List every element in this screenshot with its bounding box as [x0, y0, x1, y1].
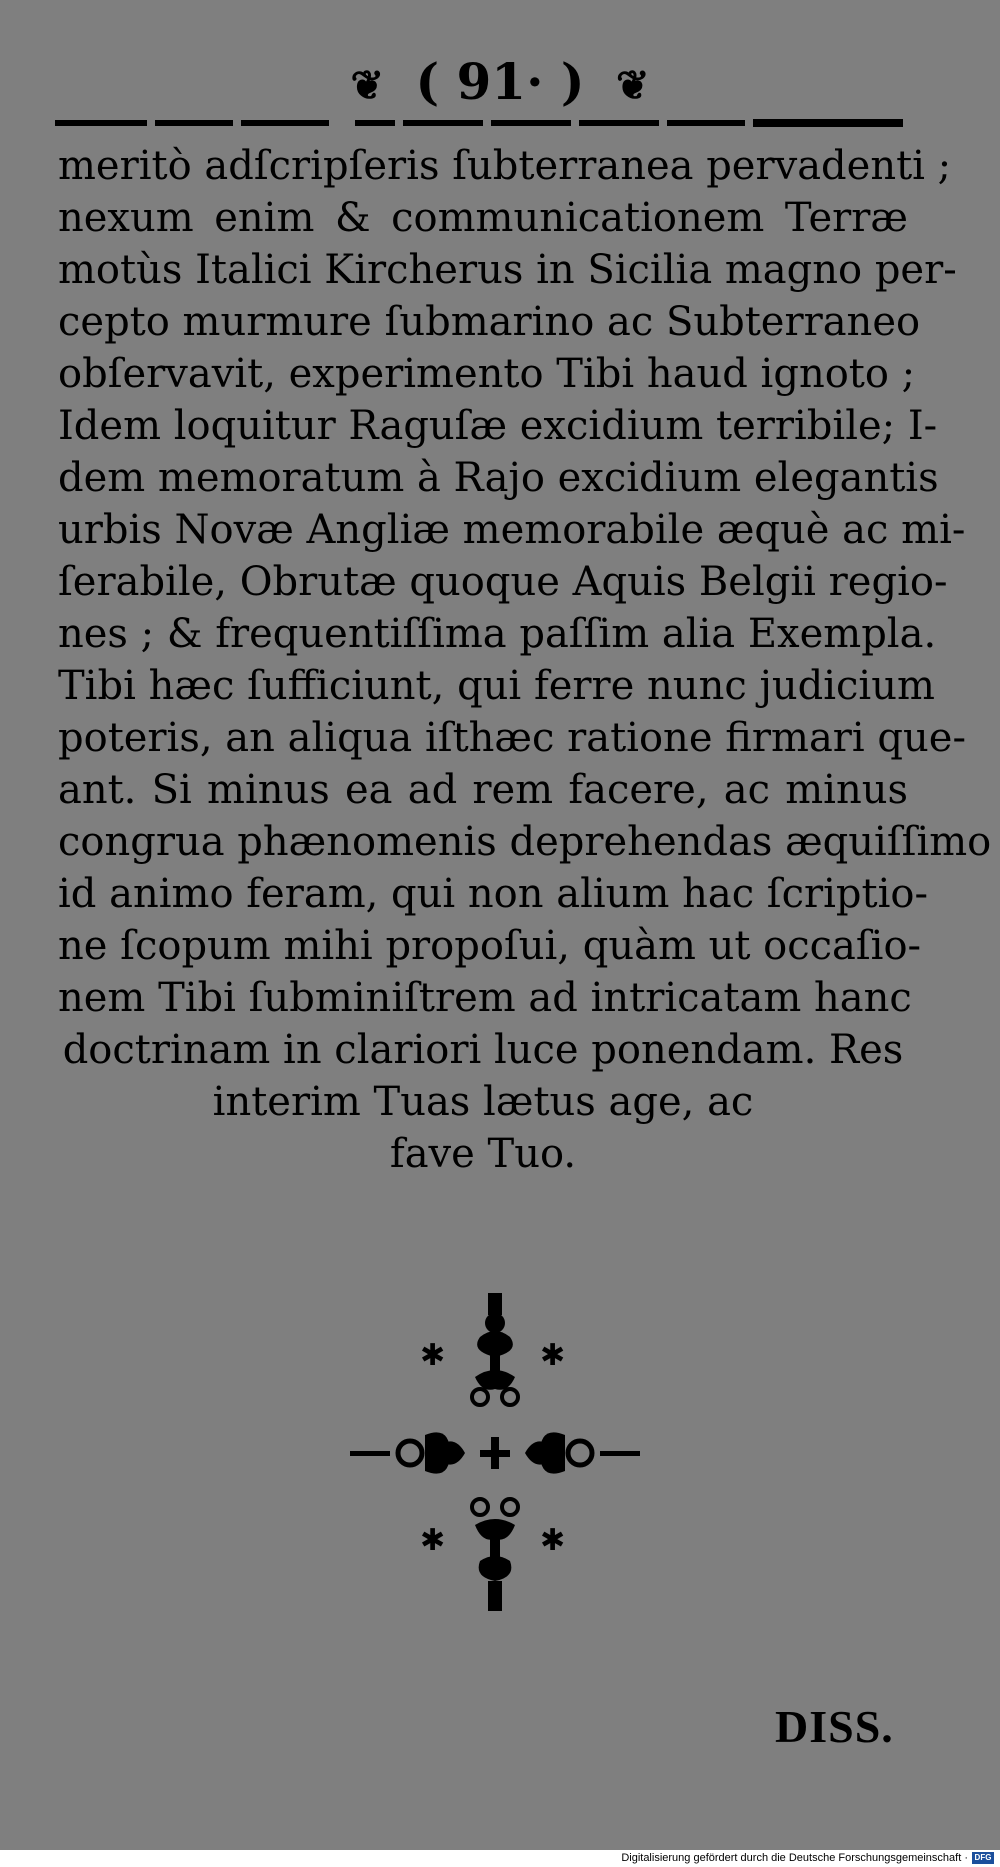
footer-credit: Digitalisierung gefördert durch die Deutsche Forschungsgemeinschaft ·	[621, 1852, 968, 1864]
left-ornament-icon: ❦	[350, 62, 385, 109]
svg-text:✱: ✱	[540, 1338, 566, 1373]
centered-line: interim Tuas lætus age, ac	[212, 1079, 754, 1125]
right-ornament-icon: ❦	[615, 62, 650, 109]
dfg-logo: DFG	[972, 1852, 994, 1864]
text-line: meritò adſcripſeris ſubterranea pervadenti ;	[58, 143, 952, 189]
centered-line: fave Tuo.	[389, 1131, 577, 1177]
text-line: obſervavit, experimento Tibi haud ignoto ;	[58, 351, 916, 397]
svg-text:✱: ✱	[420, 1338, 446, 1373]
text-line: ſerabile, Obrutæ quoque Aquis Belgii regio-	[58, 559, 948, 605]
text-line: dem memoratum à Rajo excidium elegantis	[58, 455, 939, 501]
text-line: ant. Si minus ea ad rem facere, ac minus	[58, 767, 908, 813]
text-line: Idem loquitur Raguſæ excidium terribile; I-	[58, 403, 938, 449]
header-rule	[55, 118, 903, 128]
text-line: urbis Novæ Angliæ memorabile æquè ac mi-	[58, 507, 966, 553]
text-line: nes ; & frequentiſſima paſſim alia Exempla.	[58, 611, 937, 657]
text-line: cepto murmure ſubmarino ac Subterraneo	[58, 299, 921, 345]
text-line: poteris, an aliqua iſthæc ratione firmari que-	[58, 715, 966, 761]
running-head	[0, 52, 1000, 116]
page-number: ( 91· )	[415, 52, 585, 111]
text-line: nexum enim & communicationem Terræ	[58, 195, 908, 241]
text-line: Tibi hæc ſufficiunt, qui ferre nunc judicium	[58, 663, 935, 709]
text-line: motùs Italici Kircherus in Sicilia magno per-	[58, 247, 957, 293]
svg-text:✱: ✱	[540, 1523, 566, 1558]
svg-text:✱: ✱	[420, 1523, 446, 1558]
text-line: congrua phænomenis deprehendas æquiſſimo	[58, 819, 992, 865]
catchword: DISS.	[775, 1701, 894, 1752]
printers-ornament-icon	[330, 1285, 660, 1625]
body-text	[58, 140, 992, 1180]
text-line: ne ſcopum mihi propoſui, quàm ut occaſio-	[58, 923, 922, 969]
centered-line: doctrinam in clariori luce ponendam. Res	[62, 1027, 904, 1073]
text-line: id animo feram, qui non alium hac ſcriptio-	[58, 871, 928, 917]
text-line: nem Tibi ſubminiſtrem ad intricatam hanc	[58, 975, 912, 1021]
